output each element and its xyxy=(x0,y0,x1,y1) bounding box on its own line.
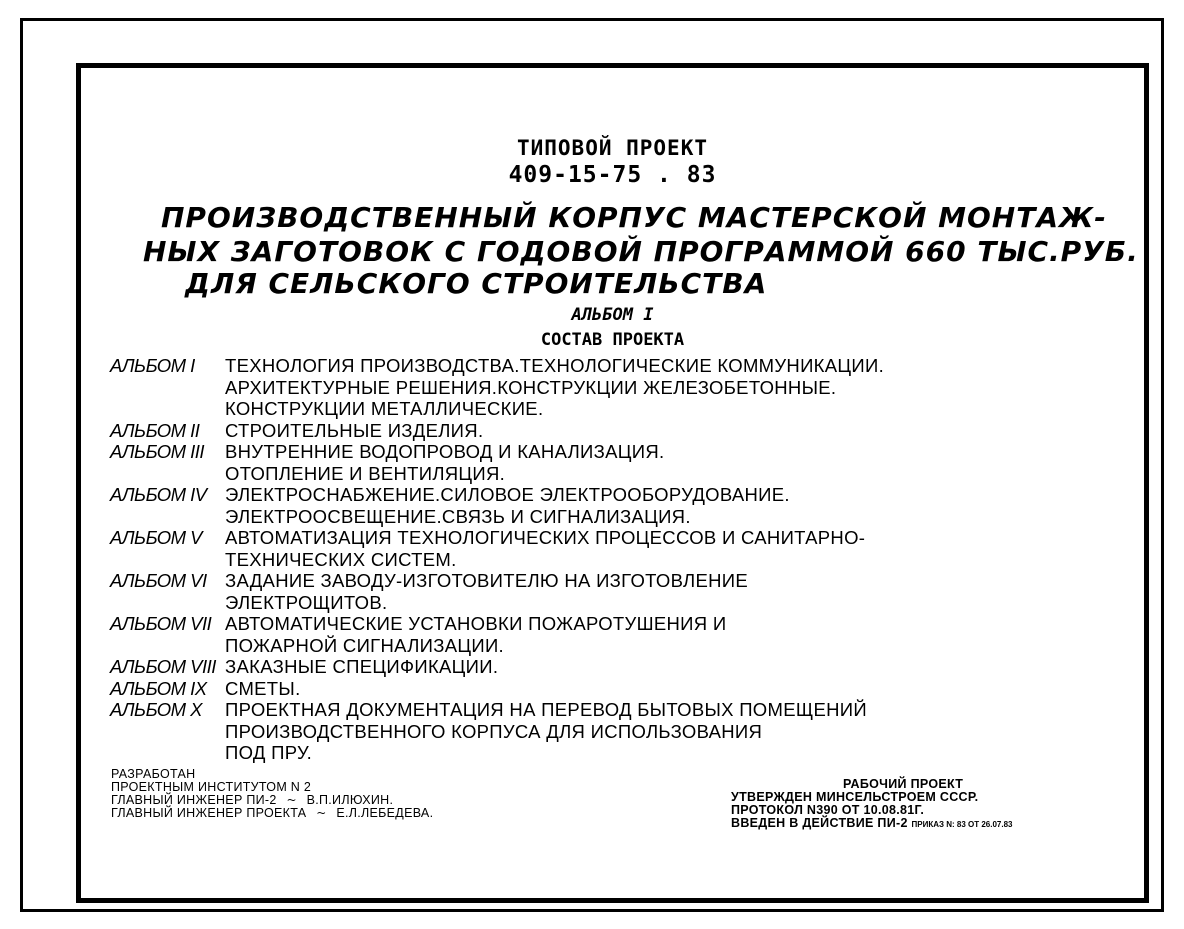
album-row-text: ТЕХНОЛОГИЯ ПРОИЗВОДСТВА.ТЕХНОЛОГИЧЕСКИЕ КОММУНИКАЦИИ. xyxy=(225,355,885,376)
album-label: АЛЬБОМ I xyxy=(571,305,654,325)
project-engineer-row xyxy=(111,807,433,820)
album-row-continuation: ПОД ПРУ. xyxy=(225,742,313,763)
enactment-row xyxy=(731,817,1013,831)
album-row-label: АЛЬБОМ IX xyxy=(110,677,207,699)
album-row xyxy=(110,570,884,592)
album-row-label: АЛЬБОМ III xyxy=(110,441,205,462)
project-title-line-3: ДЛЯ СЕЛЬСКОГО СТРОИТЕЛЬСТВА xyxy=(185,267,768,300)
album-row-label: АЛЬБОМ VIII xyxy=(110,656,216,677)
album-row-continuation: ЭЛЕКТРООСВЕЩЕНИЕ.СВЯЗЬ И СИГНАЛИЗАЦИЯ. xyxy=(225,505,691,527)
developer-heading: РАЗРАБОТАН xyxy=(111,767,196,781)
album-row-continuation: ПОЖАРНОЙ СИГНАЛИЗАЦИИ. xyxy=(225,634,504,656)
album-row xyxy=(110,656,884,678)
signature-icon: ~ xyxy=(316,806,327,820)
album-row-text: СМЕТЫ. xyxy=(225,677,301,699)
signature-icon: ~ xyxy=(286,793,297,807)
album-row xyxy=(110,441,884,463)
album-row-label: АЛЬБОМ X xyxy=(110,699,202,720)
album-row-text: СТРОИТЕЛЬНЫЕ ИЗДЕЛИЯ. xyxy=(225,419,484,441)
enactment-line: ВВЕДЕН В ДЕЙСТВИЕ ПИ-2 xyxy=(731,816,908,830)
album-row-text: ПРОЕКТНАЯ ДОКУМЕНТАЦИЯ НА ПЕРЕВОД БЫТОВЫХ ПОМЕЩЕНИЙ xyxy=(225,699,867,720)
album-row-text: АВТОМАТИЗАЦИЯ ТЕХНОЛОГИЧЕСКИХ ПРОЦЕССОВ И САНИТАРНО- xyxy=(225,527,866,548)
chief-engineer-name: В.П.ИЛЮХИН. xyxy=(306,793,394,807)
album-row-label: АЛЬБОМ I xyxy=(110,355,195,376)
album-row-label: АЛЬБОМ VII xyxy=(110,613,212,634)
album-row-text: ЗАДАНИЕ ЗАВОДУ-ИЗГОТОВИТЕЛЮ НА ИЗГОТОВЛЕНИЕ xyxy=(225,570,748,591)
outer-frame xyxy=(20,18,1164,912)
album-row-label: АЛЬБОМ II xyxy=(110,419,200,441)
album-row-continuation: ТЕХНИЧЕСКИХ СИСТЕМ. xyxy=(225,548,457,570)
approval-block xyxy=(731,778,1013,831)
album-row xyxy=(110,420,884,442)
developer-institute: ПРОЕКТНЫМ ИНСТИТУТОМ N 2 xyxy=(111,780,312,794)
developer-block xyxy=(111,768,433,820)
album-row-continuation: КОНСТРУКЦИИ МЕТАЛЛИЧЕСКИЕ. xyxy=(225,398,544,419)
album-row-continuation: ОТОПЛЕНИЕ И ВЕНТИЛЯЦИЯ. xyxy=(225,462,506,484)
album-row-text: ВНУТРЕННИЕ ВОДОПРОВОД И КАНАЛИЗАЦИЯ. xyxy=(225,441,665,462)
project-number: 409-15-75 . 83 xyxy=(508,162,717,188)
album-row-text: ЗАКАЗНЫЕ СПЕЦИФИКАЦИИ. xyxy=(225,656,499,677)
protocol-line: ПРОТОКОЛ N390 ОТ 10.08.81Г. xyxy=(731,803,925,817)
album-row-continuation: АРХИТЕКТУРНЫЕ РЕШЕНИЯ.КОНСТРУКЦИИ ЖЕЛЕЗОБЕТОННЫЕ. xyxy=(225,376,837,398)
album-row-label: АЛЬБОМ IV xyxy=(110,484,207,505)
album-row xyxy=(110,527,884,549)
order-reference: ПРИКАЗ N: 83 ОТ 26.07.83 xyxy=(911,820,1013,829)
working-project-label: РАБОЧИЙ ПРОЕКТ xyxy=(843,777,964,791)
composition-heading: СОСТАВ ПРОЕКТА xyxy=(540,330,685,350)
project-engineer-role: ГЛАВНЫЙ ИНЖЕНЕР ПРОЕКТА xyxy=(111,806,307,820)
project-engineer-name: Е.Л.ЛЕБЕДЕВА. xyxy=(336,806,434,820)
album-row-continuation: ПРОИЗВОДСТВЕННОГО КОРПУСА ДЛЯ ИСПОЛЬЗОВАНИЯ xyxy=(225,720,763,742)
approval-line: УТВЕРЖДЕН МИНСЕЛЬСТРОЕМ СССР. xyxy=(731,790,979,804)
chief-engineer-role: ГЛАВНЫЙ ИНЖЕНЕР ПИ-2 xyxy=(111,793,277,807)
album-row-text: АВТОМАТИЧЕСКИЕ УСТАНОВКИ ПОЖАРОТУШЕНИЯ И xyxy=(225,613,727,634)
project-title-line-2: НЫХ ЗАГОТОВОК С ГОДОВОЙ ПРОГРАММОЙ 660 ТЫС.РУБ. xyxy=(143,235,1139,268)
inner-frame xyxy=(76,63,1149,903)
album-row-label: АЛЬБОМ V xyxy=(110,527,202,548)
album-row-continuation: ЭЛЕКТРОЩИТОВ. xyxy=(225,591,388,613)
album-list xyxy=(110,355,884,764)
album-row-text: ЭЛЕКТРОСНАБЖЕНИЕ.СИЛОВОЕ ЭЛЕКТРООБОРУДОВАНИЕ. xyxy=(225,484,790,505)
album-row xyxy=(110,613,884,635)
album-row xyxy=(110,678,884,700)
project-title-line-1: ПРОИЗВОДСТВЕННЫЙ КОРПУС МАСТЕРСКОЙ МОНТАЖ- xyxy=(161,201,1107,234)
album-row-label: АЛЬБОМ VI xyxy=(110,570,207,591)
project-type-heading: ТИПОВОЙ ПРОЕКТ xyxy=(516,136,708,160)
album-row xyxy=(110,355,884,377)
album-row xyxy=(110,699,884,721)
album-row xyxy=(110,484,884,506)
